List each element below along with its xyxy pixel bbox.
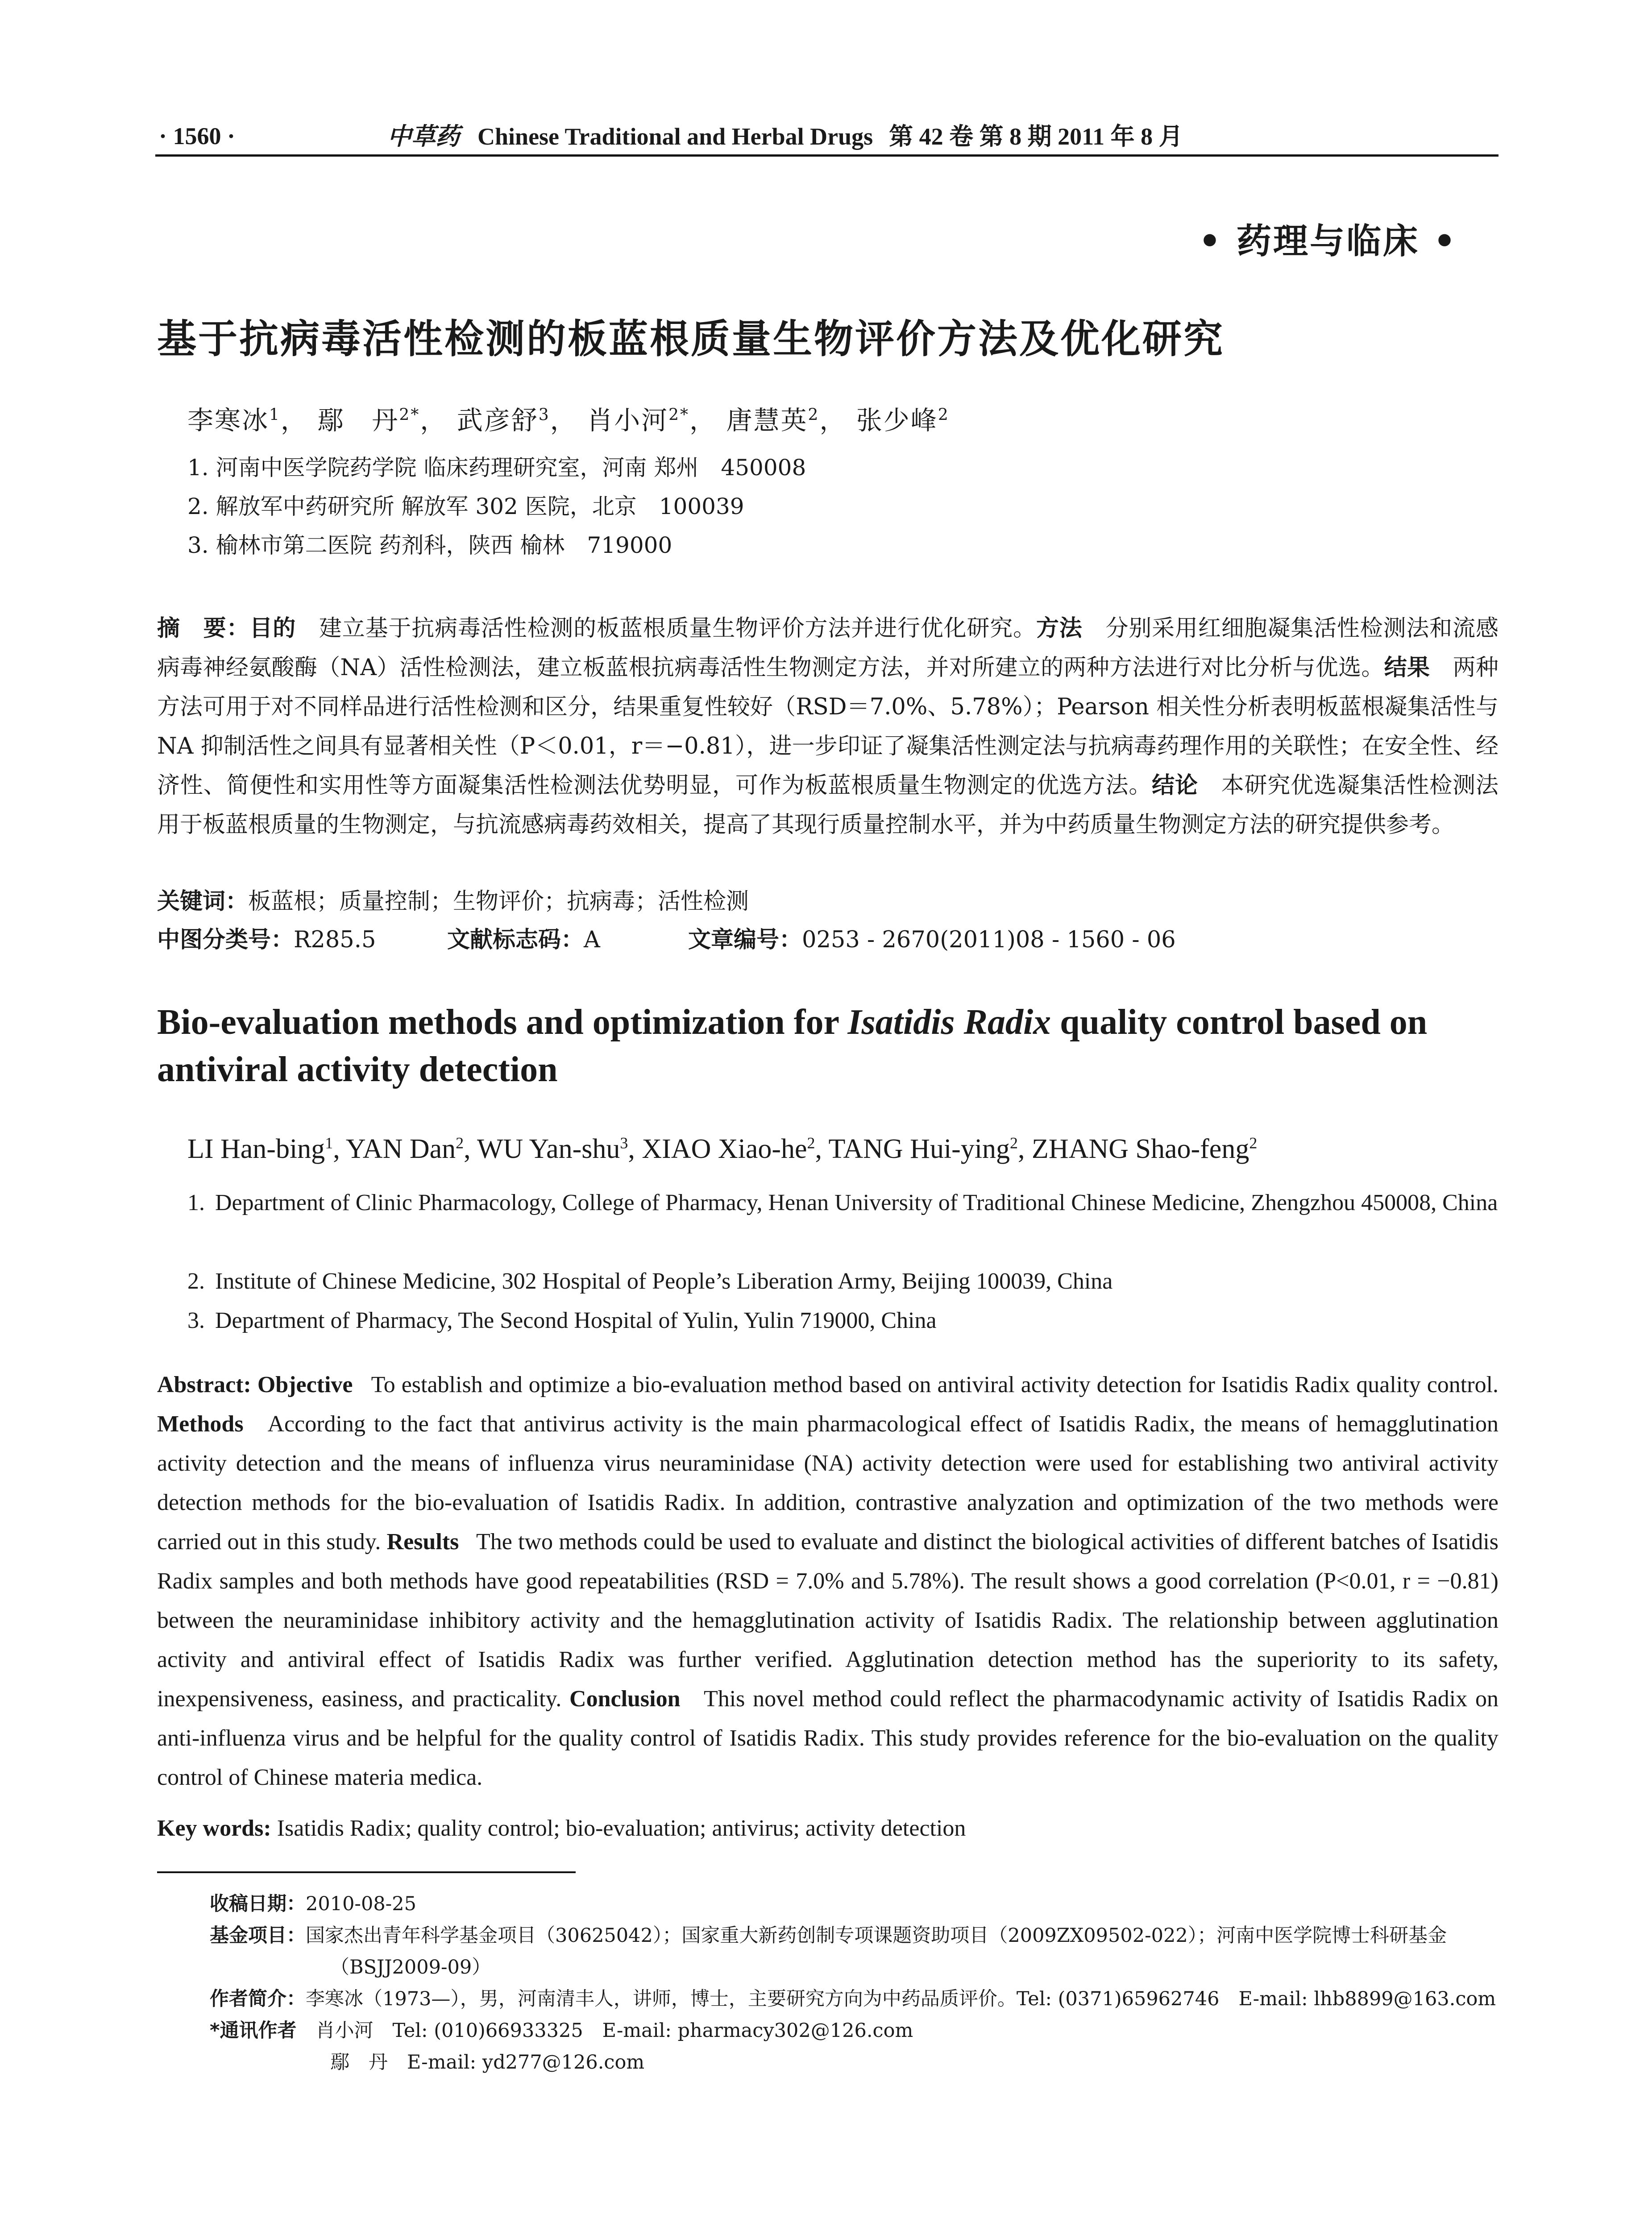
doc-value: A: [584, 927, 600, 953]
fund-text: 国家杰出青年科学基金项目（30625042）；国家重大新药创制专项课题资助项目（2009ZX09502-022）；河南中医学院博士科研基金: [306, 1924, 1447, 1947]
keywords-en-text: Isatidis Radix; quality control; bio-evaluation; antivirus; activity detection: [277, 1816, 966, 1841]
affiliation-text: Department of Pharmacy, The Second Hospital of Yulin, Yulin 719000, China: [215, 1308, 937, 1333]
affiliation-number: 2.: [187, 1269, 205, 1294]
author-sup: 3: [538, 406, 550, 424]
title-en-italic: Isatidis Radix: [847, 1003, 1051, 1042]
conclusion-en-label: Conclusion: [569, 1686, 681, 1712]
doc-label: 文献标志码：: [447, 927, 584, 953]
affiliation-en-3: [187, 1301, 1498, 1340]
author-en: WU Yan-shu: [477, 1134, 620, 1164]
author-sup: 2: [807, 1134, 815, 1152]
author-cn: 唐慧英: [726, 405, 808, 435]
footnote-fund-cont: （BSJJ2009-09）: [330, 1956, 491, 1978]
received-label: 收稿日期：: [210, 1893, 306, 1915]
author-sup: 2*: [399, 406, 420, 424]
title-en-part2: quality control based on antiviral activity detection: [157, 1003, 1428, 1089]
objective-en-text: To establish and optimize a bio-evaluation method based on antiviral activity detection for Isatidis Radix quality control.: [371, 1372, 1499, 1397]
footnote-rule: [157, 1871, 576, 1873]
objective-label: 目的: [249, 615, 296, 642]
affiliation-text: Department of Clinic Pharmacology, College of Pharmacy, Henan University of Traditional Chinese Medicine, Zhengzhou 450008, China: [215, 1190, 1498, 1215]
keywords-en: [157, 1815, 966, 1841]
abstract-en: [157, 1365, 1498, 1797]
methods-text: 分别采用红细胞凝集活性检测法和流感病毒神经氨酸酶（NA）活性检测法，建立板蓝根抗病毒活性生物测定方法，并对所建立的两种方法进行对比分析与优选。: [157, 615, 1498, 681]
author-sup: 2: [1249, 1134, 1258, 1152]
journal-name-en: Chinese Traditional and Herbal Drugs: [477, 123, 873, 150]
article-label: 文章编号：: [688, 927, 802, 953]
methods-en-label: Methods: [157, 1411, 244, 1437]
author-sup: 2: [938, 406, 950, 424]
received-date: 2010-08-25: [306, 1893, 416, 1915]
clc-value: R285.5: [294, 927, 376, 953]
keywords-label: 关键词：: [157, 888, 249, 915]
author-en: TANG Hui-ying: [828, 1134, 1010, 1164]
header-rule: [155, 154, 1498, 157]
abstract-label: 摘 要：: [157, 615, 250, 642]
footnote-fund: [210, 1920, 1498, 1952]
author-cn: 李寒冰: [187, 405, 270, 435]
objective-text: 建立基于抗病毒活性检测的板蓝根质量生物评价方法并进行优化研究。: [319, 615, 1036, 642]
clc-label: 中图分类号：: [157, 927, 294, 953]
page-number: · 1560 ·: [159, 123, 236, 149]
conclusion-label: 结论: [1152, 772, 1198, 799]
author-cn: 张少峰: [856, 405, 938, 435]
author-en: YAN Dan: [345, 1134, 456, 1164]
authors-en: LI Han-bing$^1$, YAN Dan$^2$, WU Yan-shu$^3$, XIAO Xiao-$he^2$, TANG Hui-ying$^2$, ZHANG Shao-feng$^2$: [187, 1134, 1258, 1164]
methods-en-text: According to the fact that antivirus activity is the main pharmacological effect of Isatidis Radix, the means of hemagglutination activity detection and the means of influenza virus neuraminidase (NA) activity detection were used for establishing two antiviral activity detection methods for the bio-evaluation of Isatidis Radix. In addition, contrastive analyzation and optimization of the two methods were carried out in this study.: [157, 1411, 1498, 1555]
corresponding-label: *通讯作者: [210, 2020, 297, 2042]
results-en-label: Results: [386, 1529, 459, 1555]
methods-label: 方法: [1036, 615, 1083, 642]
running-header: [155, 120, 1498, 156]
title-cn: 基于抗病毒活性检测的板蓝根质量生物评价方法及优化研究: [157, 316, 1225, 362]
conclusion-text: 本研究优选凝集活性检测法用于板蓝根质量的生物测定，与抗流感病毒药效相关，提高了其现行质量控制水平，并为中药质量生物测定方法的研究提供参考。: [157, 772, 1498, 838]
keywords-cn: [157, 883, 749, 916]
title-en: [157, 999, 1498, 1093]
results-label: 结果: [1384, 655, 1430, 681]
author-sup: 2: [456, 1134, 464, 1152]
affiliation-cn-1: 1. 河南中医学院药学院 临床药理研究室，河南 郑州 450008: [187, 455, 806, 481]
footnote-bio: [210, 1983, 1498, 2015]
issue-info: 第 42 卷 第 8 期 2011 年 8 月: [889, 123, 1183, 150]
section-tag: • 药理与临床 •: [1198, 221, 1457, 261]
bio-text: 李寒冰（1973—），男，河南清丰人，讲师，博士，主要研究方向为中药品质评价。Tel: (0371)65962746 E-mail: lhb8899@163.com: [306, 1988, 1496, 2010]
affiliation-number: 1.: [187, 1190, 205, 1215]
author-sup: 1: [269, 406, 281, 424]
affiliation-en-2: [187, 1262, 1498, 1301]
affiliation-en-1: [187, 1183, 1498, 1223]
abstract-en-label: Abstract: Objective: [157, 1372, 353, 1397]
keywords-text: 板蓝根；质量控制；生物评价；抗病毒；活性检测: [248, 888, 749, 915]
author-sup: 2: [1010, 1134, 1018, 1152]
affiliation-cn-3: 3. 榆林市第二医院 药剂科，陕西 榆林 719000: [187, 532, 672, 558]
fund-label: 基金项目：: [210, 1924, 306, 1947]
journal-name-cn: 中草药: [387, 122, 460, 150]
keywords-en-label: Key words:: [157, 1816, 271, 1841]
author-en: XIAO Xiao-he: [642, 1134, 807, 1164]
author-sup: 2: [808, 406, 820, 424]
author-cn: 武彦舒: [457, 405, 539, 435]
author-cn: 肖小河: [587, 405, 669, 435]
author-en: ZHANG Shao-feng: [1032, 1134, 1249, 1164]
article-value: 0253 - 2670(2011)08 - 1560 - 06: [802, 927, 1176, 953]
affiliation-text: Institute of Chinese Medicine, 302 Hospital of People’s Liberation Army, Beijing 100039, China: [215, 1269, 1113, 1294]
footnote-received: [210, 1888, 1498, 1920]
results-text: 两种方法可用于对不同样品进行活性检测和区分，结果重复性较好（RSD＝7.0%、5.78%）；Pearson 相关性分析表明板蓝根凝集活性与 NA 抑制活性之间具有显著相关性（P＜0.01，r＝−0.81），进一步印证了凝集活性测定法与抗病毒药理作用的关联性；在安全性、经济性、简便性和实用性等方面凝集活性检测法优势明显，可作为板蓝根质量生物测定的优选方法。: [157, 655, 1498, 799]
conclusion-en-text: This novel method could reflect the pharmacodynamic activity of Isatidis Radix on anti-influenza virus and be helpful for the quality control of Isatidis Radix. This study provides reference for the bio-evaluation on the quality control of Chinese materia medica.: [157, 1686, 1498, 1790]
affiliation-cn-2: 2. 解放军中药研究所 解放军 302 医院，北京 100039: [187, 493, 744, 519]
footnotes: [210, 1888, 1498, 2078]
corresponding-1: 肖小河 Tel: (010)66933325 E-mail: pharmacy302@126.com: [315, 2020, 913, 2042]
corresponding-2: 鄢 丹 E-mail: yd277@126.com: [330, 2051, 645, 2073]
author-sup: 3: [620, 1134, 628, 1152]
author-sup: 2*: [668, 406, 689, 424]
abstract-cn: [157, 609, 1498, 845]
classification-line: [157, 921, 1176, 954]
results-en-text: The two methods could be used to evaluate and distinct the biological activities of different batches of Isatidis Radix samples and both methods have good repeatabilities (RSD = 7.0% and 5.78%). The result shows a good correlation (P<0.01, r = −0.81) between the neuraminidase inhibitory activity and the hemagglutination activity of Isatidis Radix. The relationship between agglutination activity and antiviral effect of Isatidis Radix was further verified. Agglutination detection method has the superiority to its safety, inexpensiveness, easiness, and practicality.: [157, 1529, 1499, 1712]
bio-label: 作者简介：: [210, 1988, 306, 2010]
title-en-part1: Bio-evaluation methods and optimization for: [157, 1003, 848, 1042]
author-cn: 鄢 丹: [317, 405, 399, 435]
journal-line: [387, 120, 1183, 152]
affiliation-number: 3.: [187, 1308, 205, 1333]
author-sup: 1: [325, 1134, 333, 1152]
author-en: LI Han-bing: [187, 1134, 325, 1164]
footnote-corresponding: [210, 2015, 1498, 2047]
authors-cn: 李寒冰$^1$， 鄢 丹$^{2*}$， 武彦舒$^3$， 肖小河$^{2*}$， 唐慧英$^2$， 张少峰$^2$: [187, 405, 950, 435]
